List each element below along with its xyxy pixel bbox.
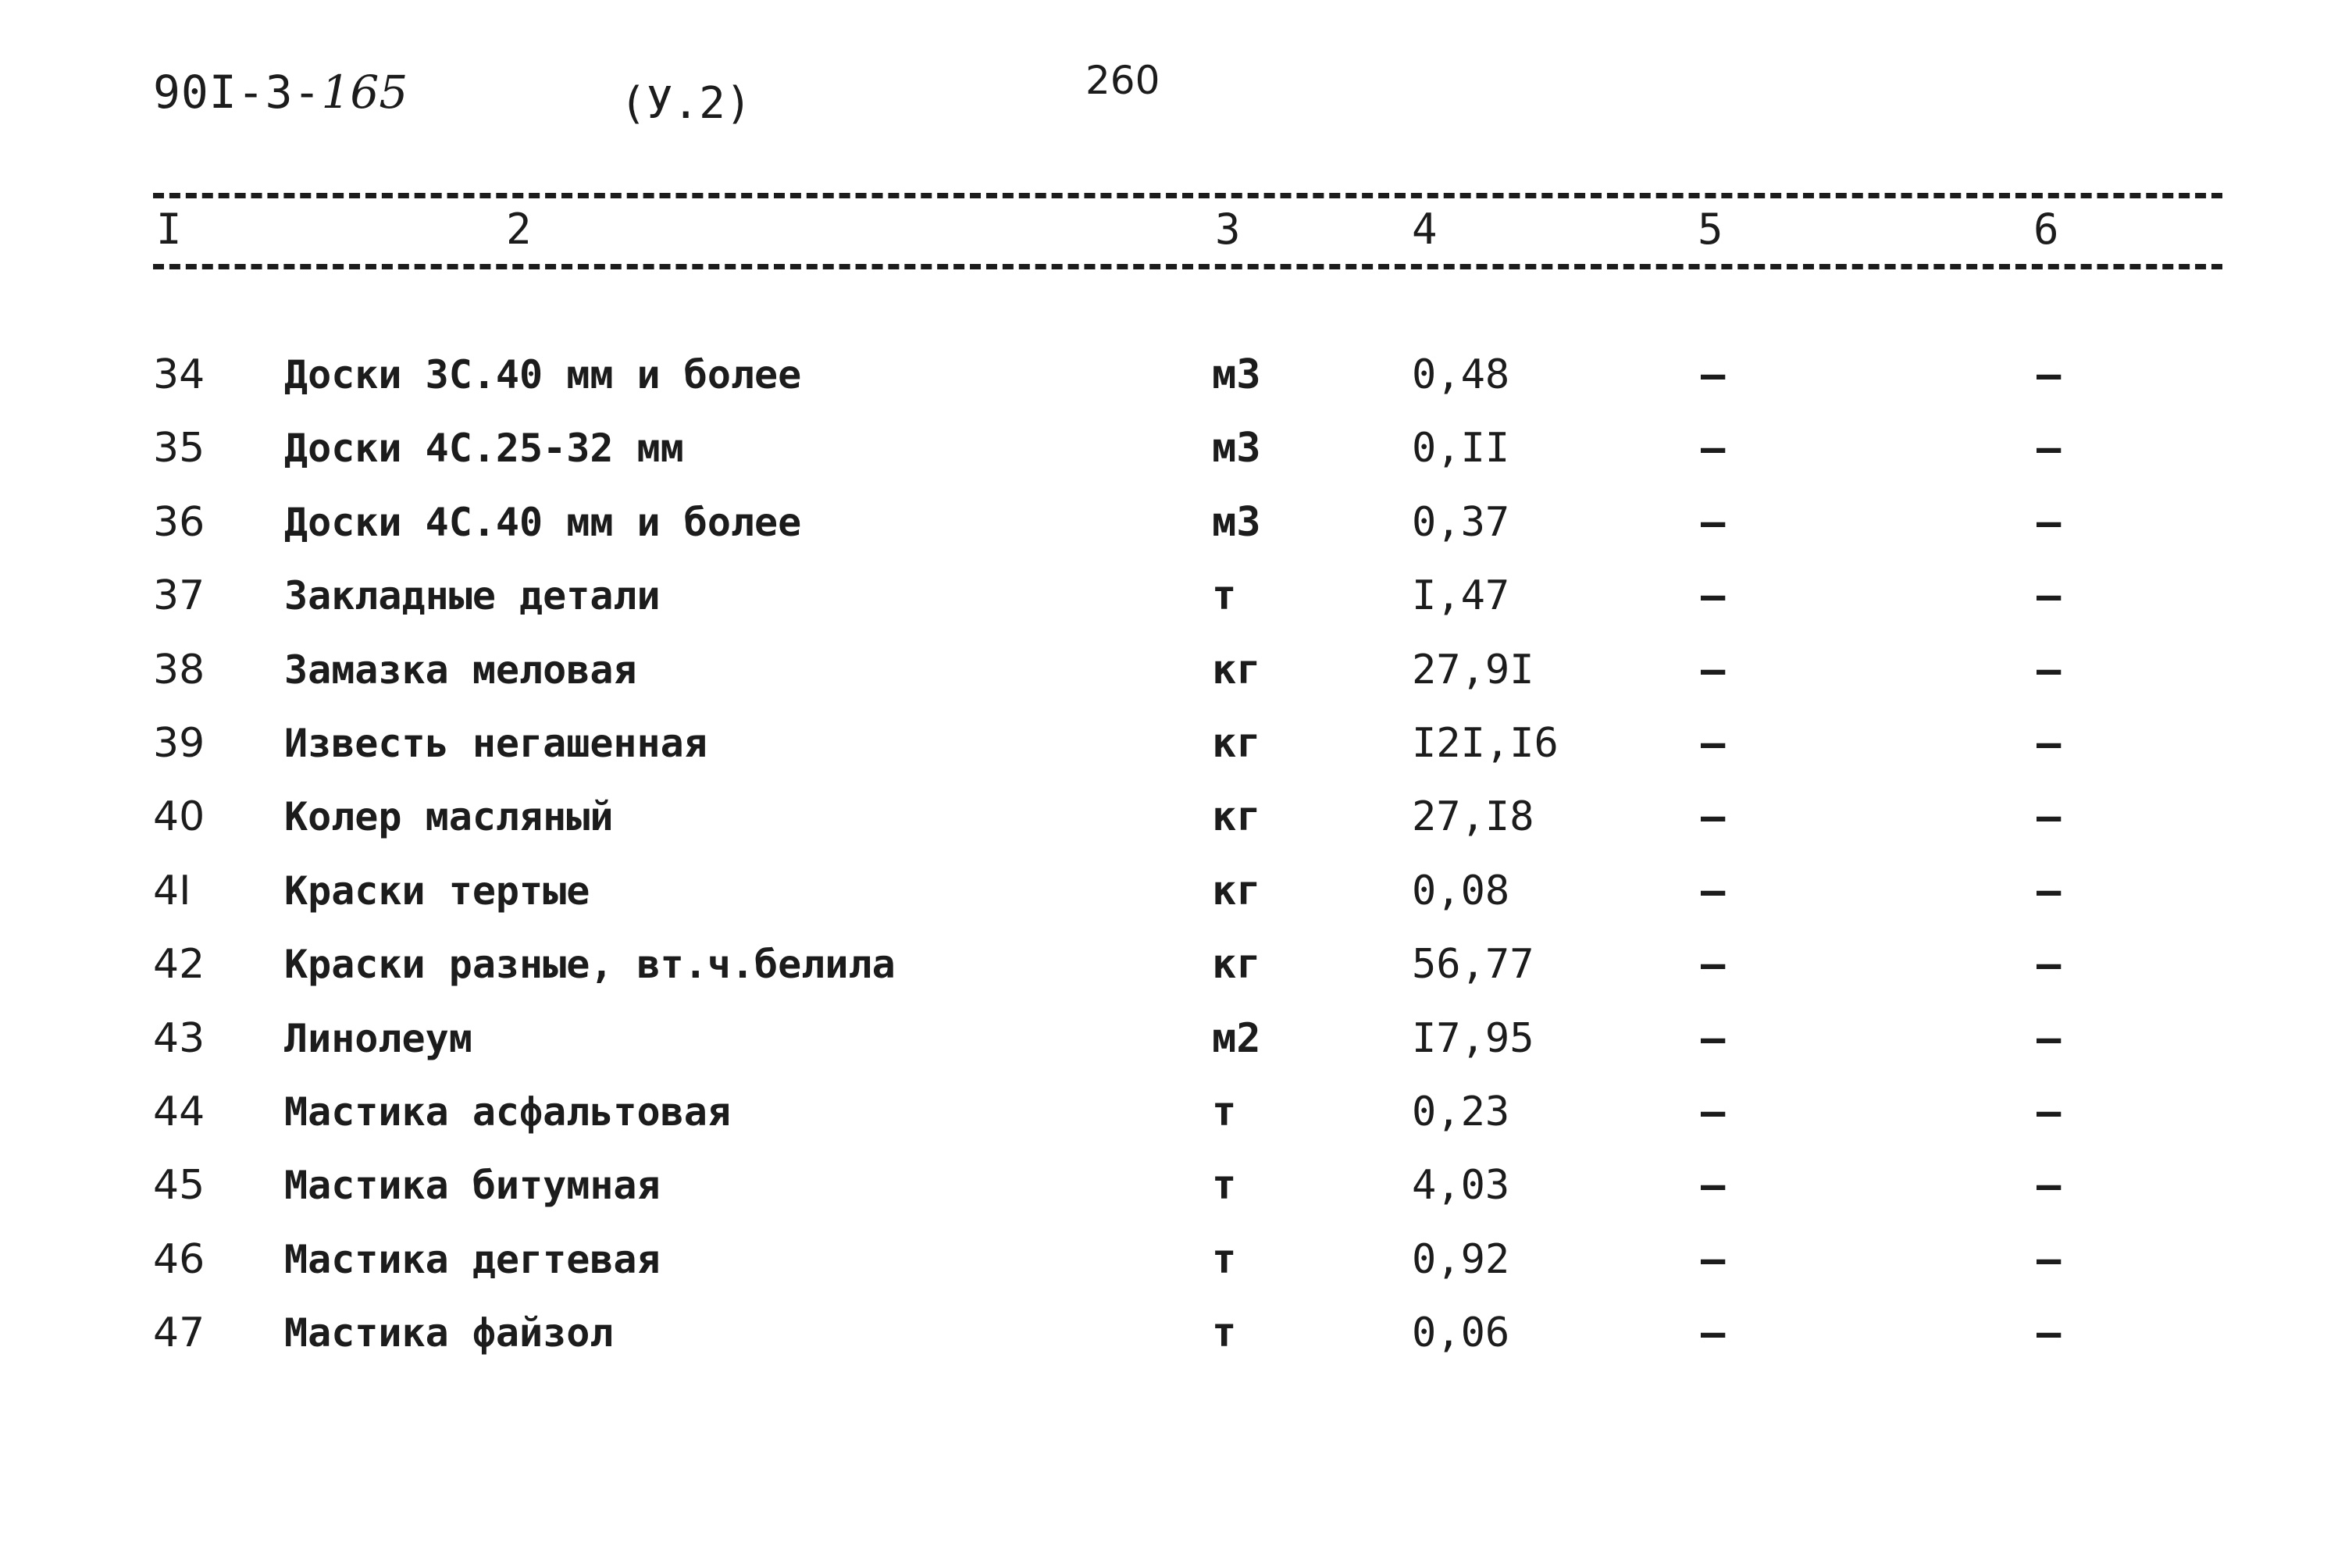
column-5-value: – bbox=[1701, 941, 1726, 989]
document-code-prefix: 90I-3- bbox=[153, 66, 322, 119]
unit: т bbox=[1212, 1310, 1237, 1357]
unit: м2 bbox=[1212, 1014, 1261, 1062]
column-6-value: – bbox=[2037, 646, 2062, 693]
column-6-value: – bbox=[2037, 1235, 2062, 1283]
column-6-value: – bbox=[2037, 941, 2062, 989]
column-5-value: – bbox=[1701, 867, 1726, 914]
row-number: 39 bbox=[153, 719, 205, 767]
unit: кг bbox=[1212, 719, 1261, 767]
unit: кг bbox=[1212, 646, 1261, 693]
quantity: 27,I8 bbox=[1412, 793, 1534, 841]
material-name: Мастика битумная bbox=[284, 1163, 661, 1209]
column-5-value: – bbox=[1701, 1162, 1726, 1210]
row-number: 44 bbox=[153, 1088, 205, 1135]
table-row bbox=[0, 1228, 2352, 1302]
table-row bbox=[0, 786, 2352, 859]
column-6-value: – bbox=[2037, 719, 2062, 767]
table-row bbox=[0, 712, 2352, 786]
column-6-value: – bbox=[2037, 793, 2062, 841]
column-header-3: 3 bbox=[1215, 205, 1241, 254]
column-6-value: – bbox=[2037, 1088, 2062, 1135]
unit: кг bbox=[1212, 941, 1261, 989]
column-6-value: – bbox=[2037, 351, 2062, 398]
material-name: Мастика файзол bbox=[284, 1310, 614, 1356]
row-number: 34 bbox=[153, 351, 205, 398]
document-code bbox=[153, 66, 408, 119]
column-6-value: – bbox=[2037, 425, 2062, 472]
quantity: 0,06 bbox=[1412, 1310, 1510, 1357]
column-5-value: – bbox=[1701, 1014, 1726, 1062]
row-number: 40 bbox=[153, 793, 205, 841]
table-row bbox=[0, 1154, 2352, 1228]
table-column-headers bbox=[0, 205, 2352, 259]
material-name: Краски разные, вт.ч.белила bbox=[284, 942, 896, 988]
material-name: Краски тертые bbox=[284, 868, 590, 914]
column-5-value: – bbox=[1701, 719, 1726, 767]
document-volume: (У.2) bbox=[620, 78, 752, 129]
row-number: 35 bbox=[153, 425, 205, 472]
row-number: 45 bbox=[153, 1162, 205, 1210]
table-header-bottom-rule bbox=[153, 264, 2222, 269]
table-row bbox=[0, 1081, 2352, 1154]
quantity: 4,03 bbox=[1412, 1162, 1510, 1210]
row-number: 4I bbox=[153, 867, 191, 914]
table-row bbox=[0, 344, 2352, 417]
column-header-4: 4 bbox=[1412, 205, 1438, 254]
row-number: 37 bbox=[153, 572, 205, 620]
unit: кг bbox=[1212, 793, 1261, 841]
column-5-value: – bbox=[1701, 498, 1726, 546]
quantity: I2I,I6 bbox=[1412, 719, 1559, 767]
material-name: Замазка меловая bbox=[284, 647, 637, 693]
column-5-value: – bbox=[1701, 1310, 1726, 1357]
table-row bbox=[0, 639, 2352, 712]
table-row bbox=[0, 1007, 2352, 1081]
column-5-value: – bbox=[1701, 351, 1726, 398]
quantity: 0,48 bbox=[1412, 351, 1510, 398]
table-row bbox=[0, 860, 2352, 933]
column-5-value: – bbox=[1701, 1088, 1726, 1135]
row-number: 47 bbox=[153, 1310, 205, 1357]
column-5-value: – bbox=[1701, 793, 1726, 841]
row-number: 36 bbox=[153, 498, 205, 546]
material-name: Линолеум bbox=[284, 1015, 472, 1061]
quantity: 0,37 bbox=[1412, 498, 1510, 546]
table-row bbox=[0, 933, 2352, 1007]
row-number: 38 bbox=[153, 646, 205, 693]
column-6-value: – bbox=[2037, 498, 2062, 546]
column-5-value: – bbox=[1701, 1235, 1726, 1283]
column-header-6: 6 bbox=[2033, 205, 2059, 254]
quantity: I,47 bbox=[1412, 572, 1510, 620]
column-5-value: – bbox=[1701, 646, 1726, 693]
page-number: 260 bbox=[1085, 58, 1160, 103]
column-6-value: – bbox=[2037, 1162, 2062, 1210]
column-header-1: I bbox=[156, 205, 182, 254]
quantity: 56,77 bbox=[1412, 941, 1534, 989]
unit: кг bbox=[1212, 867, 1261, 914]
column-5-value: – bbox=[1701, 572, 1726, 620]
unit: т bbox=[1212, 572, 1237, 620]
document-code-handwritten: 165 bbox=[321, 66, 408, 119]
quantity: 27,9I bbox=[1412, 646, 1534, 693]
page-header bbox=[0, 0, 2352, 156]
material-name: Известь негашенная bbox=[284, 720, 707, 766]
column-6-value: – bbox=[2037, 1014, 2062, 1062]
column-header-5: 5 bbox=[1698, 205, 1723, 254]
material-name: Мастика дегтевая bbox=[284, 1236, 661, 1282]
quantity: 0,92 bbox=[1412, 1235, 1510, 1283]
row-number: 46 bbox=[153, 1235, 205, 1283]
row-number: 43 bbox=[153, 1014, 205, 1062]
quantity: I7,95 bbox=[1412, 1014, 1534, 1062]
material-name: Закладные детали bbox=[284, 573, 661, 619]
table-row bbox=[0, 1302, 2352, 1375]
table-row bbox=[0, 491, 2352, 565]
unit: м3 bbox=[1212, 425, 1261, 472]
column-6-value: – bbox=[2037, 1310, 2062, 1357]
quantity: 0,II bbox=[1412, 425, 1510, 472]
unit: т bbox=[1212, 1235, 1237, 1283]
column-5-value: – bbox=[1701, 425, 1726, 472]
material-name: Колер масляный bbox=[284, 794, 614, 840]
unit: м3 bbox=[1212, 351, 1261, 398]
unit: м3 bbox=[1212, 498, 1261, 546]
table-top-rule bbox=[153, 193, 2222, 198]
table-body bbox=[0, 344, 2352, 1375]
material-name: Доски 3С.40 мм и более bbox=[284, 352, 802, 397]
unit: т bbox=[1212, 1162, 1237, 1210]
table-row bbox=[0, 565, 2352, 638]
material-name: Доски 4С.25-32 мм bbox=[284, 426, 684, 472]
column-6-value: – bbox=[2037, 867, 2062, 914]
row-number: 42 bbox=[153, 941, 205, 989]
quantity: 0,23 bbox=[1412, 1088, 1510, 1135]
table-row bbox=[0, 417, 2352, 490]
material-name: Мастика асфальтовая bbox=[284, 1089, 731, 1135]
column-6-value: – bbox=[2037, 572, 2062, 620]
material-name: Доски 4С.40 мм и более bbox=[284, 499, 802, 545]
unit: т bbox=[1212, 1088, 1237, 1135]
quantity: 0,08 bbox=[1412, 867, 1510, 914]
column-header-2: 2 bbox=[506, 205, 532, 254]
